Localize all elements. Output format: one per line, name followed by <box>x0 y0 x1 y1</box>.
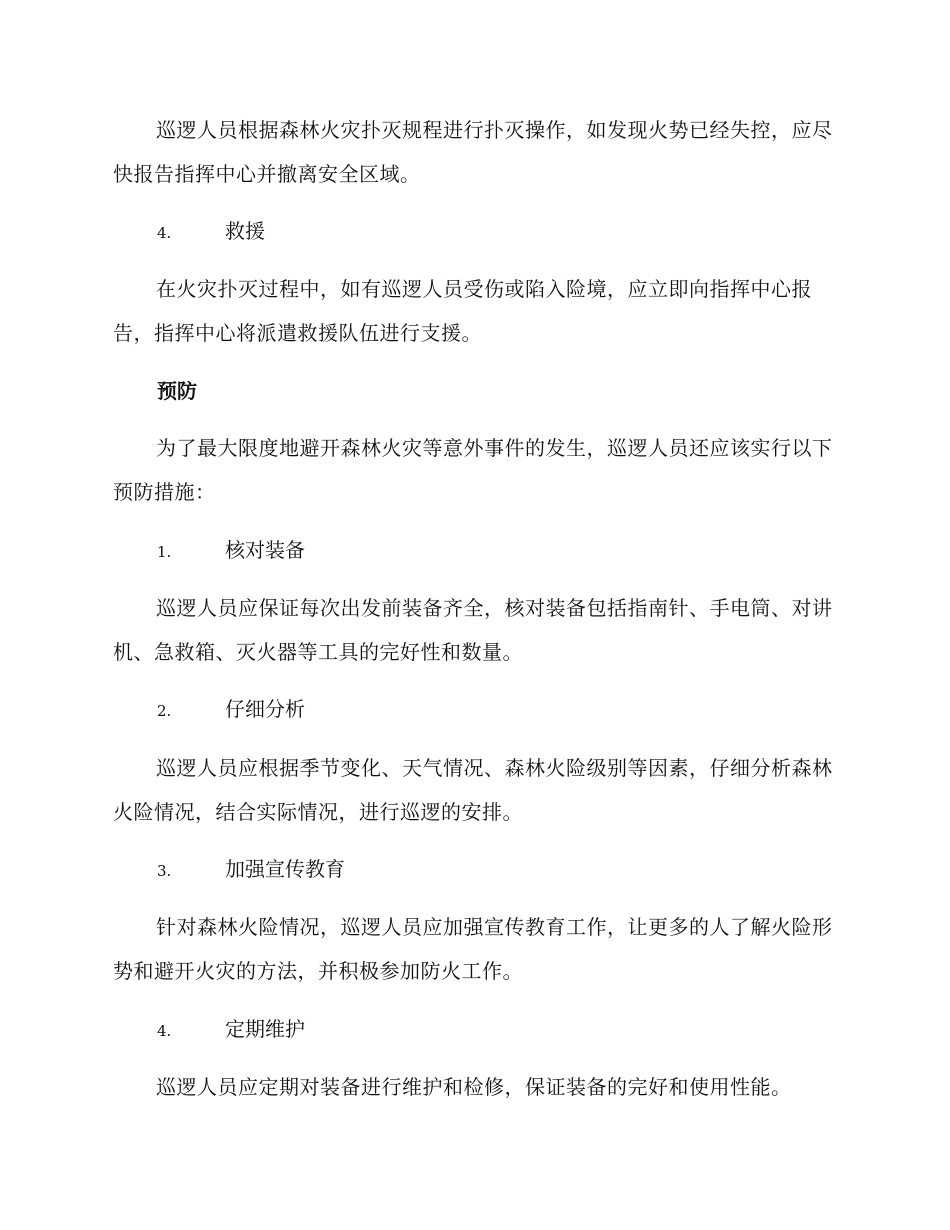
list-number: 1. <box>157 543 172 561</box>
list-item-publicity-education <box>157 854 345 886</box>
paragraph-firefighting: 巡逻人员根据森林火灾扑灭规程进行扑灭操作，如发现火势已经失控，应尽快报告指挥中心并撤离安全区域。 <box>113 118 833 186</box>
paragraph-careful-analysis: 巡逻人员应根据季节变化、天气情况、森林火险级别等因素，仔细分析森林火险情况，结合实际情况，进行巡逻的安排。 <box>113 756 833 824</box>
section-heading-prevention: 预防 <box>157 379 197 403</box>
list-item-rescue <box>157 216 265 248</box>
paragraph-rescue: 在火灾扑灭过程中，如有巡逻人员受伤或陷入险境，应立即向指挥中心报告，指挥中心将派遣救援队伍进行支援。 <box>113 277 812 345</box>
list-number: 4. <box>157 224 172 242</box>
list-item-regular-maintenance <box>157 1014 305 1046</box>
list-item-title: 仔细分析 <box>225 697 305 721</box>
list-number: 4. <box>157 1022 172 1040</box>
paragraph-regular-maintenance: 巡逻人员应定期对装备进行维护和检修，保证装备的完好和使用性能。 <box>156 1075 792 1099</box>
list-number: 2. <box>157 702 172 720</box>
list-item-careful-analysis <box>157 694 305 726</box>
list-item-check-equipment <box>157 535 305 567</box>
list-number: 3. <box>157 862 172 880</box>
list-item-title: 加强宣传教育 <box>225 857 345 881</box>
list-item-title: 救援 <box>225 219 265 243</box>
paragraph-prevention-intro: 为了最大限度地避开森林火灾等意外事件的发生，巡逻人员还应该实行以下预防措施： <box>113 436 833 504</box>
paragraph-check-equipment: 巡逻人员应保证每次出发前装备齐全，核对装备包括指南针、手电筒、对讲机、急救箱、灭火器等工具的完好性和数量。 <box>113 596 833 664</box>
paragraph-publicity-education: 针对森林火险情况，巡逻人员应加强宣传教育工作，让更多的人了解火险形势和避开火灾的方法，并积极参加防火工作。 <box>113 915 833 983</box>
list-item-title: 定期维护 <box>225 1017 305 1041</box>
list-item-title: 核对装备 <box>225 538 305 562</box>
